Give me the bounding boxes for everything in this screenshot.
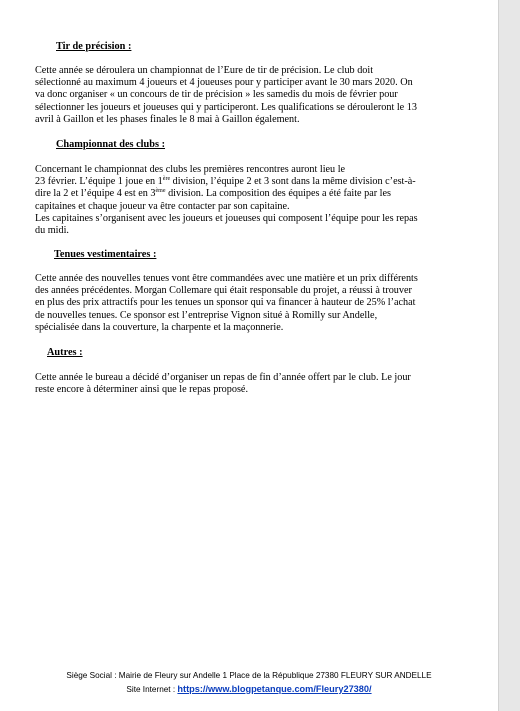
footer-site-link[interactable]: https://www.blogpetanque.com/Fleury27380/ [177,684,372,694]
paragraph-line: va donc organiser « un concours de tir de précision » les samedis du mois de février pour [35,89,398,101]
heading-autres: Autres : [47,347,83,358]
paragraph-line: sélectionné au maximum 4 joueurs et 4 joueuses pour y participer avant le 30 mars 2020. On [35,77,413,89]
footer-site-label: Site Internet : [126,685,178,694]
paragraph-line: sélectionner les joueurs et joueuses qui y participeront. Les qualifications se dérouleront le 13 [35,101,417,113]
paragraph-line: Les capitaines s’organisent avec les joueurs et joueuses qui composent l’équipe pour les repas [35,212,418,224]
paragraph-line: Concernant le championnat des clubs les premières rencontres auront lieu le [35,164,346,175]
paragraph-line: dire la 2 et l’équipe 4 est en 3ème division. La composition des équipes a été faite par les [35,188,391,200]
paragraph-line: du midi. [35,225,69,237]
paragraph-line: capitaines et chaque joueur va être contacter par son capitaine. [35,200,290,212]
footer-siege-social: Siège Social : Mairie de Fleury sur Andelle 1 Place de la République 27380 FLEURY SUR ANDELLE [66,671,432,680]
paragraph-championnat-des-clubs [35,164,418,237]
paragraph-line: des années précédentes. Morgan Collemare qui était responsable du projet, a réussi à trouver [35,285,412,297]
heading-championnat-des-clubs: Championnat des clubs : [56,139,166,150]
footer-site-internet [0,684,498,694]
paragraph-tir-de-precision [35,65,417,126]
paragraph-line: reste encore à déterminer ainsi que le repas proposé. [35,384,248,396]
paragraph-line: de nouvelles tenues. Ce sponsor est l’entreprise Vignon situé à Romilly sur Andelle, [35,309,378,321]
paragraph-line: 23 février. L’équipe 1 joue en 1ère division, l’équipe 2 et 3 sont dans la même division c’est-à- [35,176,416,188]
paragraph-tenues-vestimentaires [35,273,418,334]
paragraph-line: Cette année des nouvelles tenues vont être commandées avec une matière et un prix différents [35,273,418,284]
heading-tenues-vestimentaires: Tenues vestimentaires : [54,249,157,260]
heading-tir-de-precision: Tir de précision : [56,41,132,52]
paragraph-line: spécialisée dans la couverture, la charpente et la maçonnerie. [35,321,284,333]
paragraph-line: Cette année se déroulera un championnat de l’Eure de tir de précision. Le club doit [35,65,374,76]
right-side-panel [498,0,520,711]
paragraph-line: Cette année le bureau a décidé d’organiser un repas de fin d’année offert par le club. Le jour [35,372,411,383]
paragraph-autres [35,372,411,396]
paragraph-line: avril à Gaillon et les phases finales le 8 mai à Gaillon également. [35,113,300,125]
paragraph-line: en plus des prix attractifs pour les tenues un sponsor qui va financer à hauteur de 25% l’achat [35,297,416,309]
